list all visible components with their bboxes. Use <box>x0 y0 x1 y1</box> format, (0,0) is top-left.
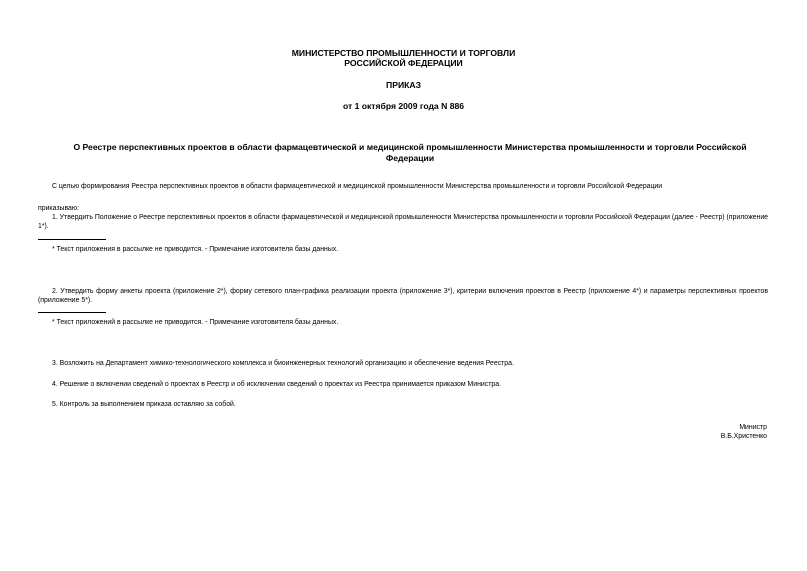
item-1: 1. Утвердить Положение о Реестре перспективных проектов в области фармацевтической и медицинской промышленности Министерства промышленности и торговли Российской Федерации (далее - Реестр) (приложение 1*). <box>38 214 768 230</box>
signature-title: Министр <box>739 424 767 431</box>
ministry-name <box>0 48 807 68</box>
item-4: 4. Решение о включении сведений о проектах в Реестр и об исключении сведений о проектах из Реестра принимается приказом Министра. <box>52 381 501 388</box>
order-word: приказываю: <box>38 205 79 212</box>
footnote-separator-1 <box>38 239 106 240</box>
item-3: 3. Возложить на Департамент химико-технологического комплекса и биоинженерных технологий организацию и обеспечение ведения Реестра. <box>52 360 514 367</box>
ministry-line-2: РОССИЙСКОЙ ФЕДЕРАЦИИ <box>344 58 463 68</box>
document-subject: О Реестре перспективных проектов в области фармацевтической и медицинской промышленности Министерства промышленности и торговли Российской Федерации <box>73 142 747 163</box>
footnote-separator-2 <box>38 312 106 313</box>
document-type: ПРИКАЗ <box>386 80 421 90</box>
preamble-text: С целью формирования Реестра перспективных проектов в области фармацевтической и медицинской промышленности Министерства промышленности и торговли Российской Федерации <box>52 183 663 190</box>
ministry-line-1: МИНИСТЕРСТВО ПРОМЫШЛЕННОСТИ И ТОРГОВЛИ <box>291 48 516 58</box>
footnote-1: * Текст приложения в рассылке не приводится. - Примечание изготовителя базы данных. <box>52 246 339 253</box>
item-5: 5. Контроль за выполнением приказа оставляю за собой. <box>52 401 236 408</box>
footnote-2: * Текст приложений в рассылке не приводится. - Примечание изготовителя базы данных. <box>52 319 339 326</box>
signature-name: В.Б.Христенко <box>720 433 767 440</box>
item-2: 2. Утвердить форму анкеты проекта (приложение 2*), форму сетевого план-графика реализации проекта (приложение 3*), критерии включения проектов в Реестр (приложение 4*) и параметры перспективных проектов (приложение 5*). <box>38 288 768 304</box>
document-date-number: от 1 октября 2009 года N 886 <box>342 101 465 111</box>
